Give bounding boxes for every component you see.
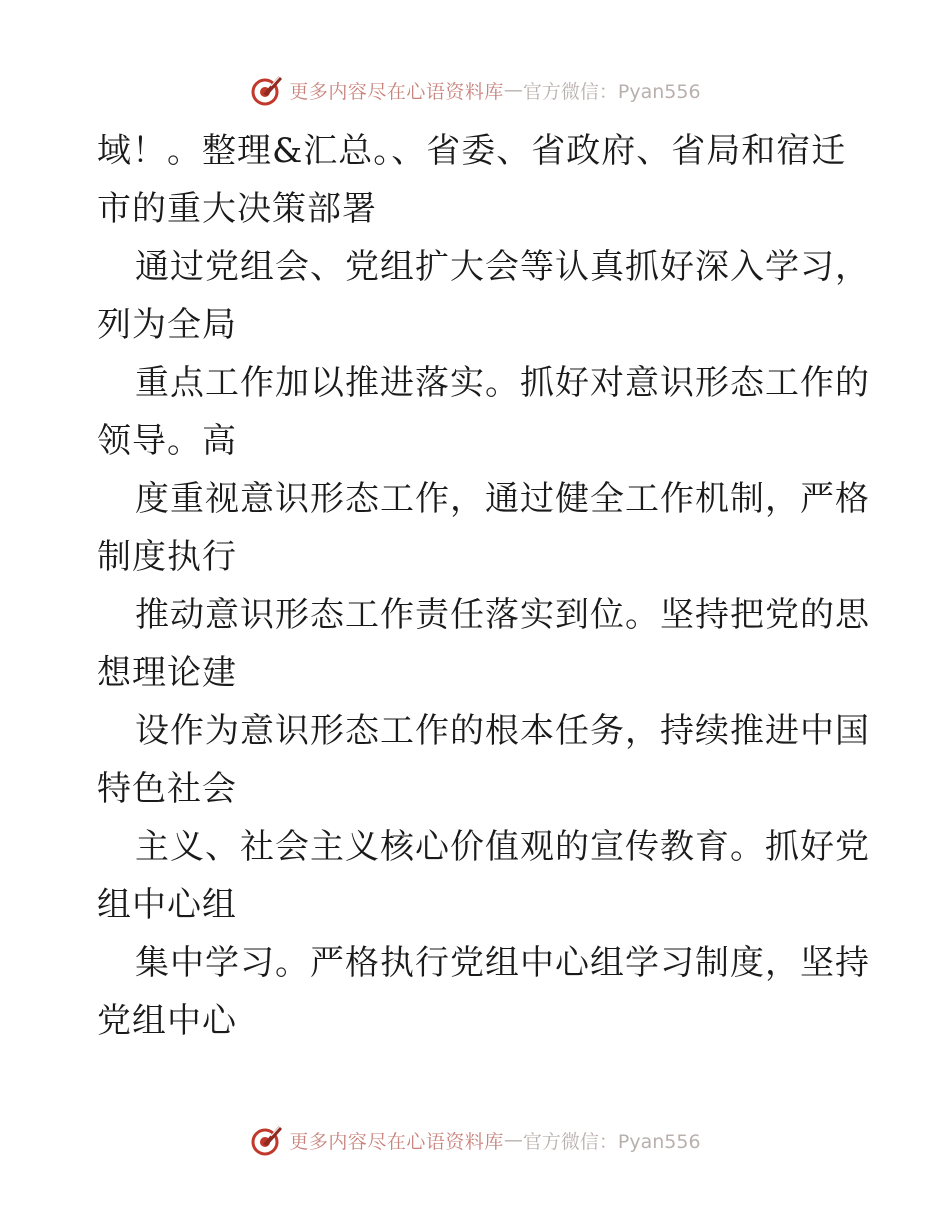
quill-logo-icon: [249, 72, 285, 108]
text-line: 市的重大决策部署: [97, 189, 377, 229]
text-line: 通过党组会、党组扩大会等认真抓好深入学习，: [135, 247, 870, 287]
watermark-contact-text: 官方微信：Pyan556: [522, 1130, 701, 1153]
watermark-brand-text: 更多内容尽在心语资料库: [289, 80, 504, 103]
header-watermark: [0, 70, 950, 110]
text-line: 党组中心: [97, 1001, 237, 1041]
text-line: 组中心组: [97, 885, 237, 925]
text-line: 域！。整理&汇总。、省委、省政府、省局和宿迁: [97, 131, 847, 171]
text-line: 主义、社会主义核心价值观的宣传教育。抓好党: [135, 827, 870, 867]
text-line: 重点工作加以推进落实。抓好对意识形态工作的: [135, 363, 870, 403]
text-line: 制度执行: [97, 537, 237, 577]
quill-logo-icon: [249, 1122, 285, 1158]
text-line: 领导。高: [97, 421, 237, 461]
text-line: 设作为意识形态工作的根本任务，持续推进中国: [135, 711, 870, 751]
footer-watermark: [0, 1120, 950, 1160]
watermark-separator: —: [503, 79, 523, 101]
text-line: 列为全局: [97, 305, 237, 345]
watermark-contact-text: 官方微信：Pyan556: [522, 80, 701, 103]
text-line: 集中学习。严格执行党组中心组学习制度，坚持: [135, 943, 870, 983]
text-line: 度重视意识形态工作，通过健全工作机制，严格: [135, 479, 870, 519]
text-line: 特色社会: [97, 769, 237, 809]
text-line: 推动意识形态工作责任落实到位。坚持把党的思: [135, 595, 870, 635]
watermark-separator: —: [503, 1129, 523, 1151]
watermark-brand-text: 更多内容尽在心语资料库: [289, 1130, 504, 1153]
text-line: 想理论建: [97, 653, 237, 693]
document-body: [97, 122, 870, 1050]
